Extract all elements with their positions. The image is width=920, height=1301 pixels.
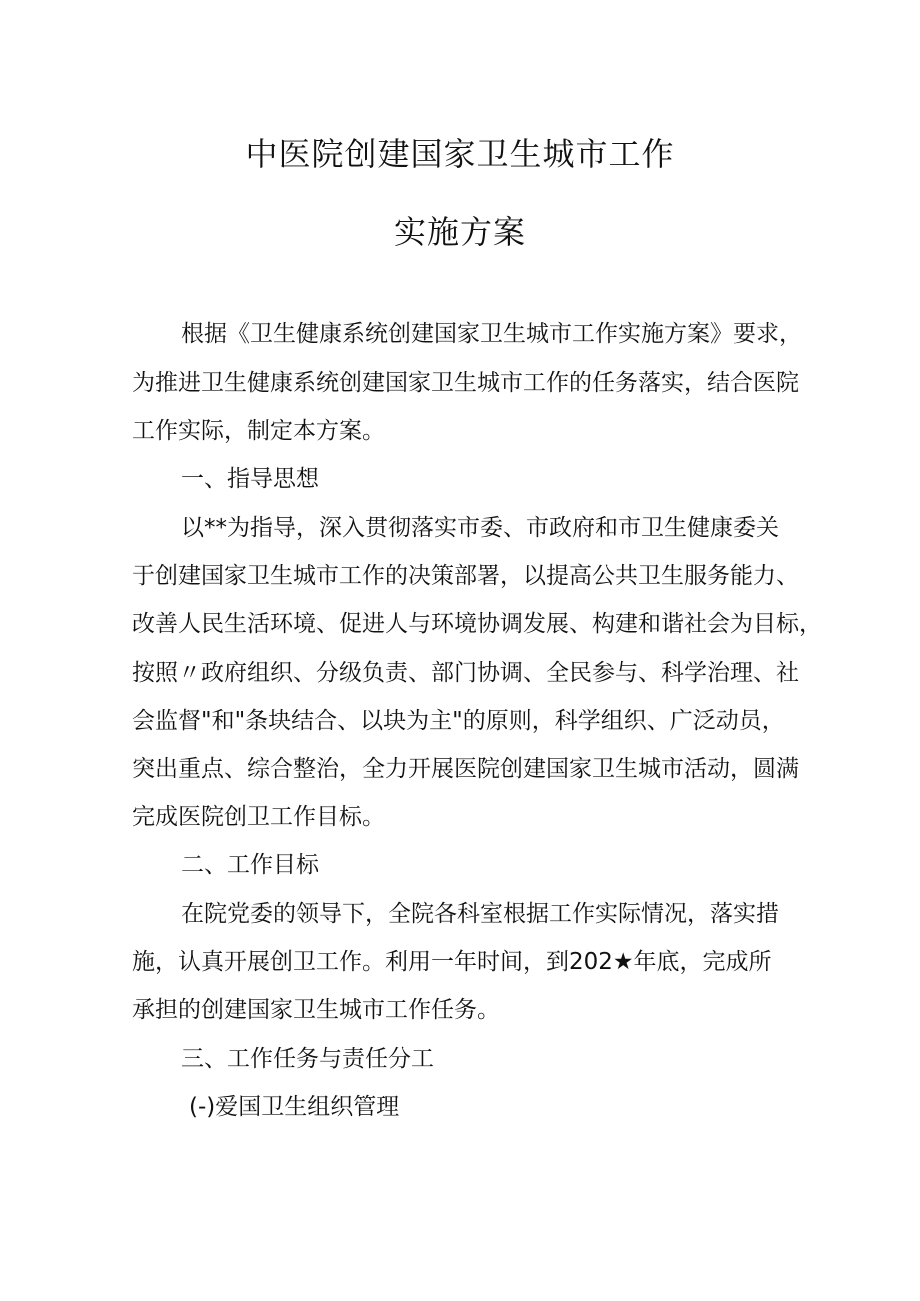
- intro-line-2: 为推进卫生健康系统创建国家卫生城市工作的任务落实，结合医院: [132, 370, 799, 396]
- section-3-heading: 三、工作任务与责任分工: [181, 1046, 434, 1072]
- section-1-line-5: 会监督"和"条块结合、以块为主"的原则，科学组织、广泛动员，: [132, 708, 785, 734]
- section-1-line-6: 突出重点、综合整治，全力开展医院创建国家卫生城市活动，圆满: [132, 756, 799, 782]
- section-2-line-1: 在院党委的领导下，全院各科室根据工作实际情况，落实措: [181, 901, 779, 927]
- section-2-line-2: 施，认真开展创卫工作。利用一年时间，到202★年底，完成所: [132, 949, 772, 975]
- section-2-heading: 二、工作目标: [181, 852, 319, 878]
- intro-line-3: 工作实际，制定本方案。: [132, 418, 385, 444]
- section-1-line-7: 完成医院创卫工作目标。: [132, 804, 385, 830]
- section-1-heading: 一、指导思想: [181, 466, 319, 492]
- document-title-line-2: 实施方案: [393, 213, 526, 251]
- section-1-line-2: 于创建国家卫生城市工作的决策部署，以提高公共卫生服务能力、: [132, 563, 799, 589]
- document-title-line-1: 中医院创建国家卫生城市工作: [245, 135, 675, 173]
- section-1-line-4: 按照〃政府组织、分级负责、部门协调、全民参与、科学治理、社: [132, 660, 799, 686]
- section-1-line-3: 改善人民生活环境、促进人与环境协调发展、构建和谐社会为目标，: [132, 611, 822, 637]
- intro-line-1: 根据《卫生健康系统创建国家卫生城市工作实施方案》要求，: [181, 321, 802, 347]
- subsection-1-heading: (-)爱国卫生组织管理: [189, 1094, 400, 1120]
- section-2-line-3: 承担的创建国家卫生城市工作任务。: [132, 997, 500, 1023]
- section-1-line-1: 以**为指导，深入贯彻落实市委、市政府和市卫生健康委关: [181, 515, 779, 541]
